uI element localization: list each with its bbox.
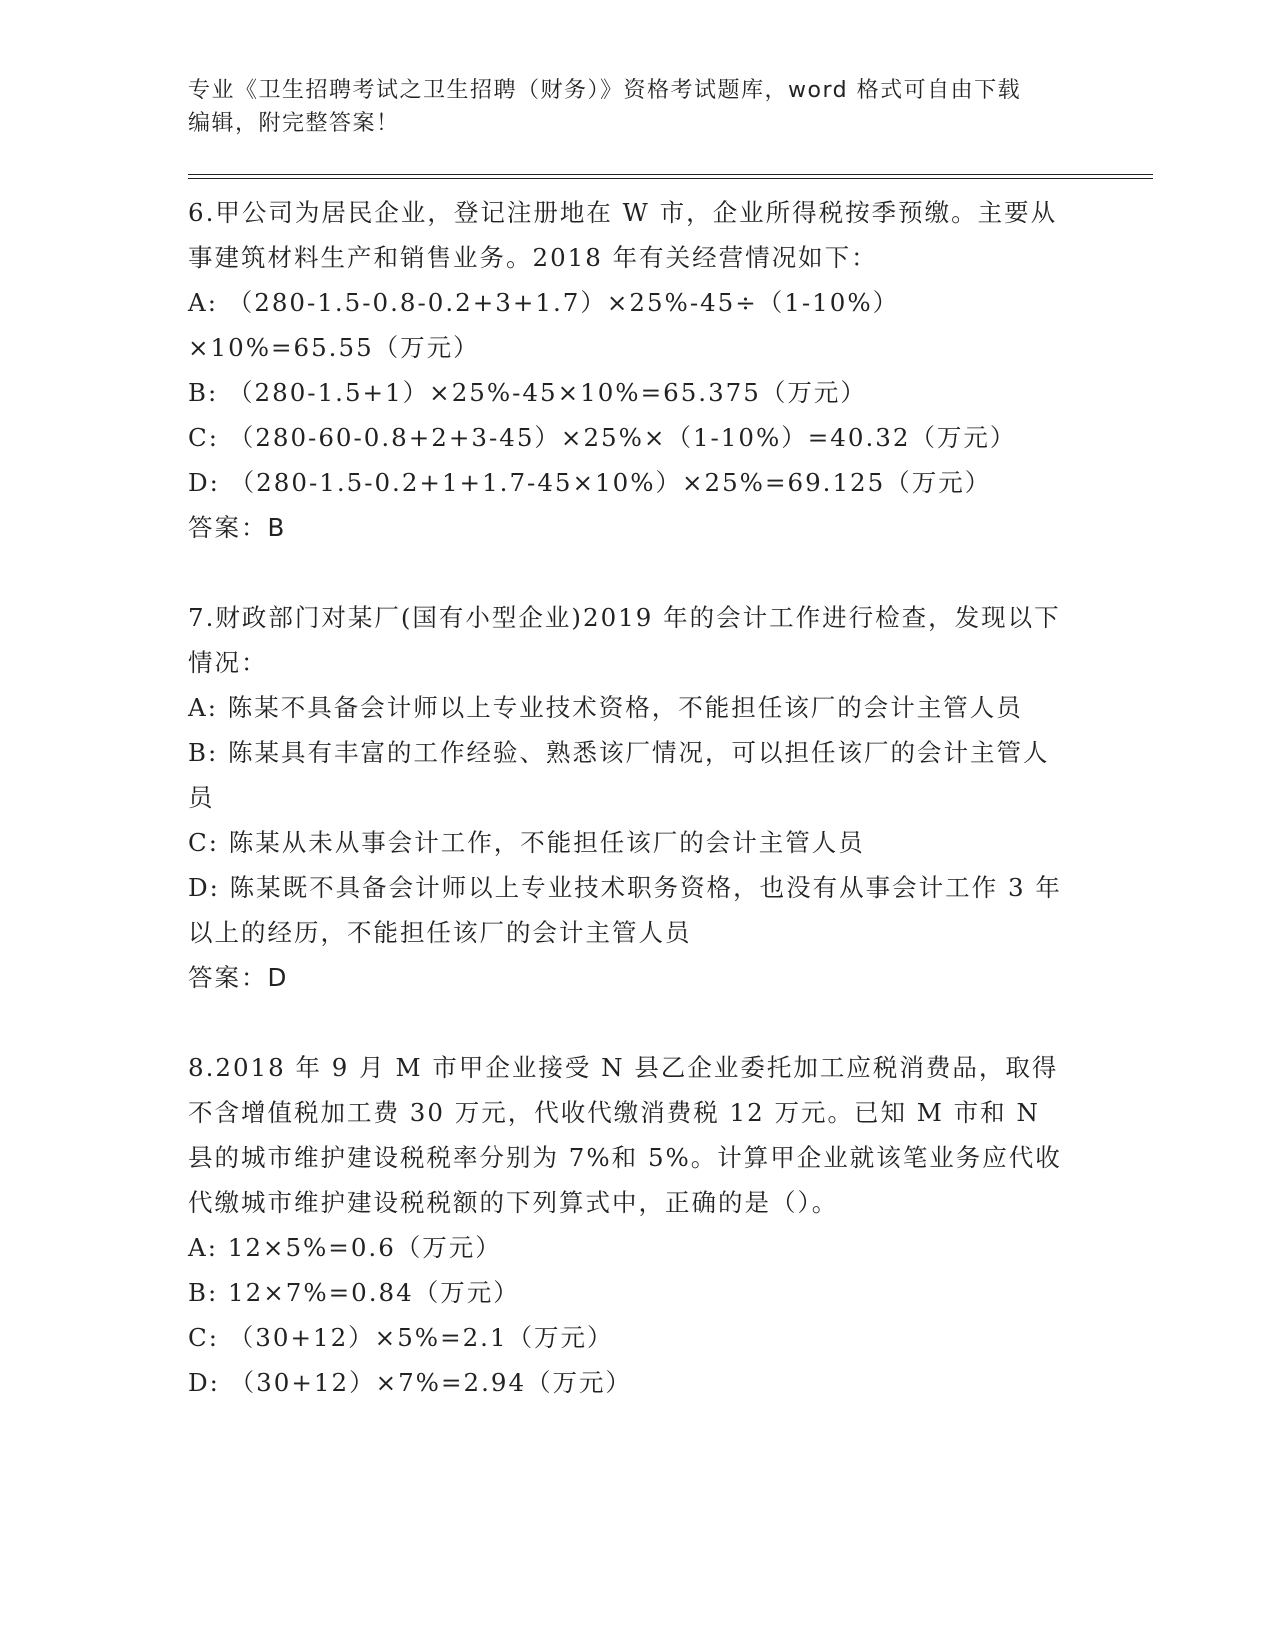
header-line-2: 编辑，附完整答案！ — [188, 111, 400, 136]
option-d: D: （280-1.5-0.2+1+1.7-45×10%）×25%=69.125（万元） — [188, 468, 992, 497]
option-a: A: 陈某不具备会计师以上专业技术资格，不能担任该厂的会计主管人员 — [188, 693, 1023, 722]
question-list — [188, 190, 1068, 1450]
option-b: B: 陈某具有丰富的工作经验、熟悉该厂情况，可以担任该厂的会计主管人员 — [188, 738, 1050, 812]
option-c: C: （280-60-0.8+2+3-45）×25%×（1-10%）=40.32（万元） — [188, 423, 1017, 452]
option-a: A: 12×5%=0.6（万元） — [188, 1233, 502, 1262]
question-stem: 8.2018 年 9 月 M 市甲企业接受 N 县乙企业委托加工应税消费品，取得不含增值税加工费 30 万元，代收代缴消费税 12 万元。已知 M 市和 N 县的城市维护建设税税率分别为 7%和 5%。计算甲企业就该笔业务应代收代缴城市维护建设税税额的下列算式中，正确的是（）。 — [188, 1053, 1062, 1217]
question-6 — [188, 190, 1068, 550]
question-stem: 6.甲公司为居民企业，登记注册地在 W 市，企业所得税按季预缴。主要从事建筑材料生产和销售业务。2018 年有关经营情况如下： — [188, 198, 1058, 272]
option-d: D: （30+12）×7%=2.94（万元） — [188, 1368, 633, 1397]
page-header — [188, 74, 1068, 140]
answer: 答案：D — [188, 963, 289, 992]
option-c: C: （30+12）×5%=2.1（万元） — [188, 1323, 614, 1352]
header-divider — [188, 174, 1153, 179]
question-8 — [188, 1045, 1068, 1405]
option-b: B: （280-1.5+1）×25%-45×10%=65.375（万元） — [188, 378, 867, 407]
option-b: B: 12×7%=0.84（万元） — [188, 1278, 520, 1307]
option-a: A: （280-1.5-0.8-0.2+3+1.7）×25%-45÷（1-10%）×10%=65.55（万元） — [188, 288, 900, 362]
option-d: D: 陈某既不具备会计师以上专业技术职务资格，也没有从事会计工作 3 年以上的经历，不能担任该厂的会计主管人员 — [188, 873, 1062, 947]
answer: 答案：B — [188, 513, 287, 542]
question-7 — [188, 595, 1068, 1000]
question-stem: 7.财政部门对某厂(国有小型企业)2019 年的会计工作进行检查，发现以下情况： — [188, 603, 1061, 677]
header-line-1: 专业《卫生招聘考试之卫生招聘（财务）》资格考试题库，word 格式可自由下载 — [188, 78, 1022, 103]
option-c: C: 陈某从未从事会计工作，不能担任该厂的会计主管人员 — [188, 828, 865, 857]
